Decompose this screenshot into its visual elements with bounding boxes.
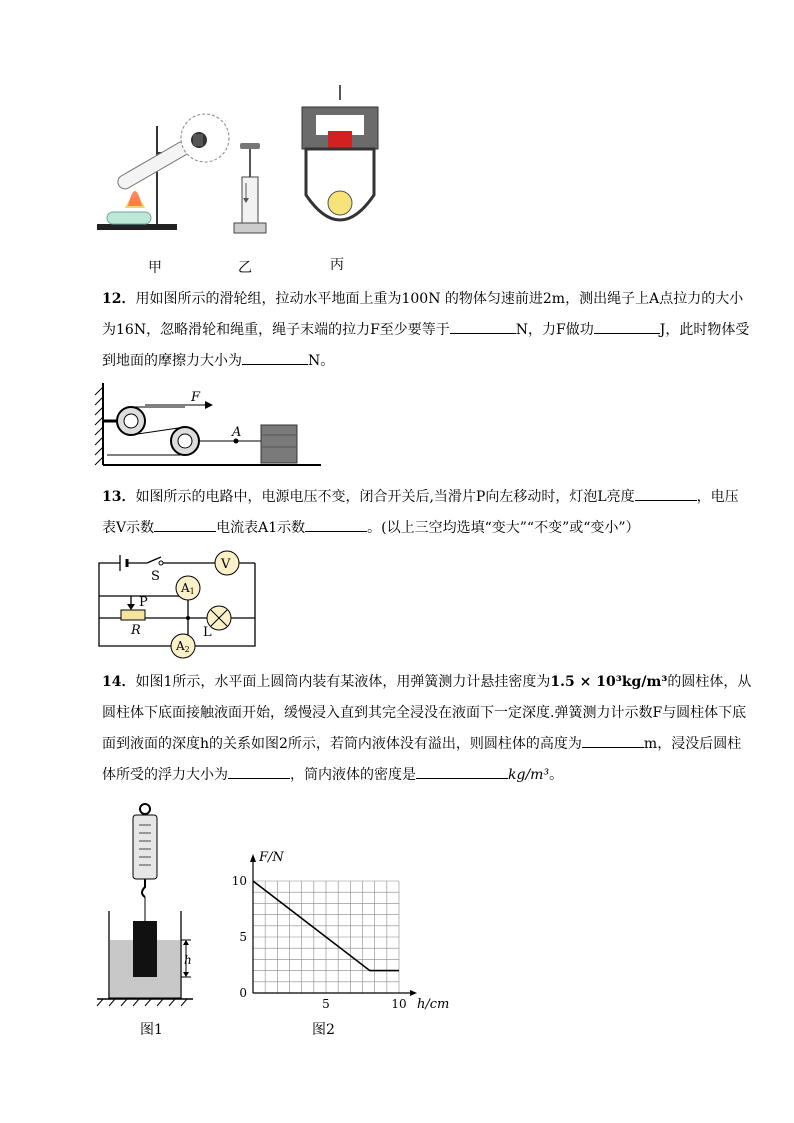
question-text: N。 bbox=[308, 353, 335, 369]
question-14 bbox=[102, 667, 752, 791]
question-text: ，筒内液体的密度是 bbox=[290, 767, 416, 783]
question-text: 的圆柱体，从圆柱体下底面接触液面开始，缓慢浸入直到其完全浸没在液面下一定深度.弹簧测力计示数F与圆柱体下底面到液面的深度h的关系如图2所示，若筒内液体没有溢出，则圆柱体的高度为 bbox=[102, 674, 752, 752]
question-number: 13． bbox=[102, 489, 136, 505]
y-tick-label: 5 bbox=[239, 930, 247, 944]
point-label-A: A bbox=[232, 425, 242, 440]
question-text: 电流表A1示数 bbox=[216, 520, 306, 536]
question-text: 如图1所示，水平面上圆筒内装有某液体，用弹簧测力计悬挂密度为 bbox=[135, 674, 551, 690]
voltmeter-label: V bbox=[221, 557, 231, 572]
question-number: 14． bbox=[102, 674, 136, 690]
question-13 bbox=[102, 482, 752, 544]
y-axis-label: F/N bbox=[259, 850, 284, 865]
answer-blank[interactable] bbox=[416, 764, 508, 779]
figure-2-caption: 图2 bbox=[312, 1022, 335, 1038]
lamp-label: L bbox=[203, 625, 212, 640]
force-label-F: F bbox=[191, 390, 201, 405]
fig-label-bing: 丙 bbox=[330, 257, 344, 273]
depth-label-h: h bbox=[184, 953, 192, 967]
y-axis-arrow bbox=[250, 854, 256, 862]
fig-label-jia: 甲 bbox=[148, 260, 162, 276]
fig-spring-scale-cylinder bbox=[95, 803, 205, 1008]
answer-blank[interactable] bbox=[154, 517, 216, 532]
x-axis-arrow bbox=[410, 990, 417, 996]
fig-label-yi: 乙 bbox=[238, 260, 252, 276]
answer-blank[interactable] bbox=[242, 350, 308, 365]
answer-blank[interactable] bbox=[228, 764, 290, 779]
chart-force-vs-depth bbox=[225, 843, 465, 1018]
fig-circuit bbox=[95, 548, 265, 663]
question-text: 如图所示的电路中，电源电压不变，闭合开关后,当滑片P向左移动时，灯泡L亮度 bbox=[135, 489, 635, 505]
y-tick-label: 0 bbox=[239, 986, 247, 1000]
x-tick-label: 5 bbox=[322, 997, 330, 1011]
answer-blank[interactable] bbox=[594, 319, 660, 334]
question-text: m，浸没后圆柱体所受的浮力大小为 bbox=[102, 736, 742, 783]
question-text: 用如图所示的滑轮组，拉动水平地面上重为100N 的物体匀速前进2m，测出绳子上A点拉力的大小为16N，忽略滑轮和绳重，绳子末端的拉力F至少要等于 bbox=[102, 291, 744, 338]
question-text: J，此时物体受到地面的摩擦力大小为 bbox=[102, 322, 750, 369]
y-tick-label: 10 bbox=[231, 874, 247, 888]
switch-label: S bbox=[151, 569, 160, 584]
density-unit: kg/m³ bbox=[508, 767, 550, 783]
rheostat-label: R bbox=[131, 623, 141, 638]
x-axis-label: h/cm bbox=[417, 997, 450, 1012]
question-number: 12． bbox=[102, 291, 136, 307]
ammeter-a1-label: A1 bbox=[181, 581, 195, 596]
fig-piston-syringe bbox=[232, 143, 268, 238]
question-12 bbox=[102, 284, 752, 377]
answer-blank[interactable] bbox=[582, 733, 644, 748]
answer-blank[interactable] bbox=[635, 486, 697, 501]
ammeter-a2-label: A2 bbox=[176, 639, 190, 654]
question-text: 。(以上三空均选填“变大”“不变”或“变小”） bbox=[367, 520, 640, 536]
question-text: N，力F做功 bbox=[515, 322, 594, 338]
x-tick-label: 10 bbox=[391, 997, 407, 1011]
figure-1-caption: 图1 bbox=[140, 1022, 163, 1038]
slider-label: P bbox=[139, 595, 148, 610]
answer-blank[interactable] bbox=[450, 319, 516, 334]
fig-alcohol-lamp-test-tube bbox=[95, 108, 235, 238]
density-value: 1.5 × 10³kg/m³ bbox=[550, 674, 668, 690]
fig-pulley-system bbox=[93, 383, 328, 473]
question-text: 。 bbox=[549, 767, 564, 783]
question-text: ，电压表V示数 bbox=[102, 489, 739, 536]
answer-blank[interactable] bbox=[305, 517, 367, 532]
fig-engine-cylinder bbox=[296, 85, 381, 240]
